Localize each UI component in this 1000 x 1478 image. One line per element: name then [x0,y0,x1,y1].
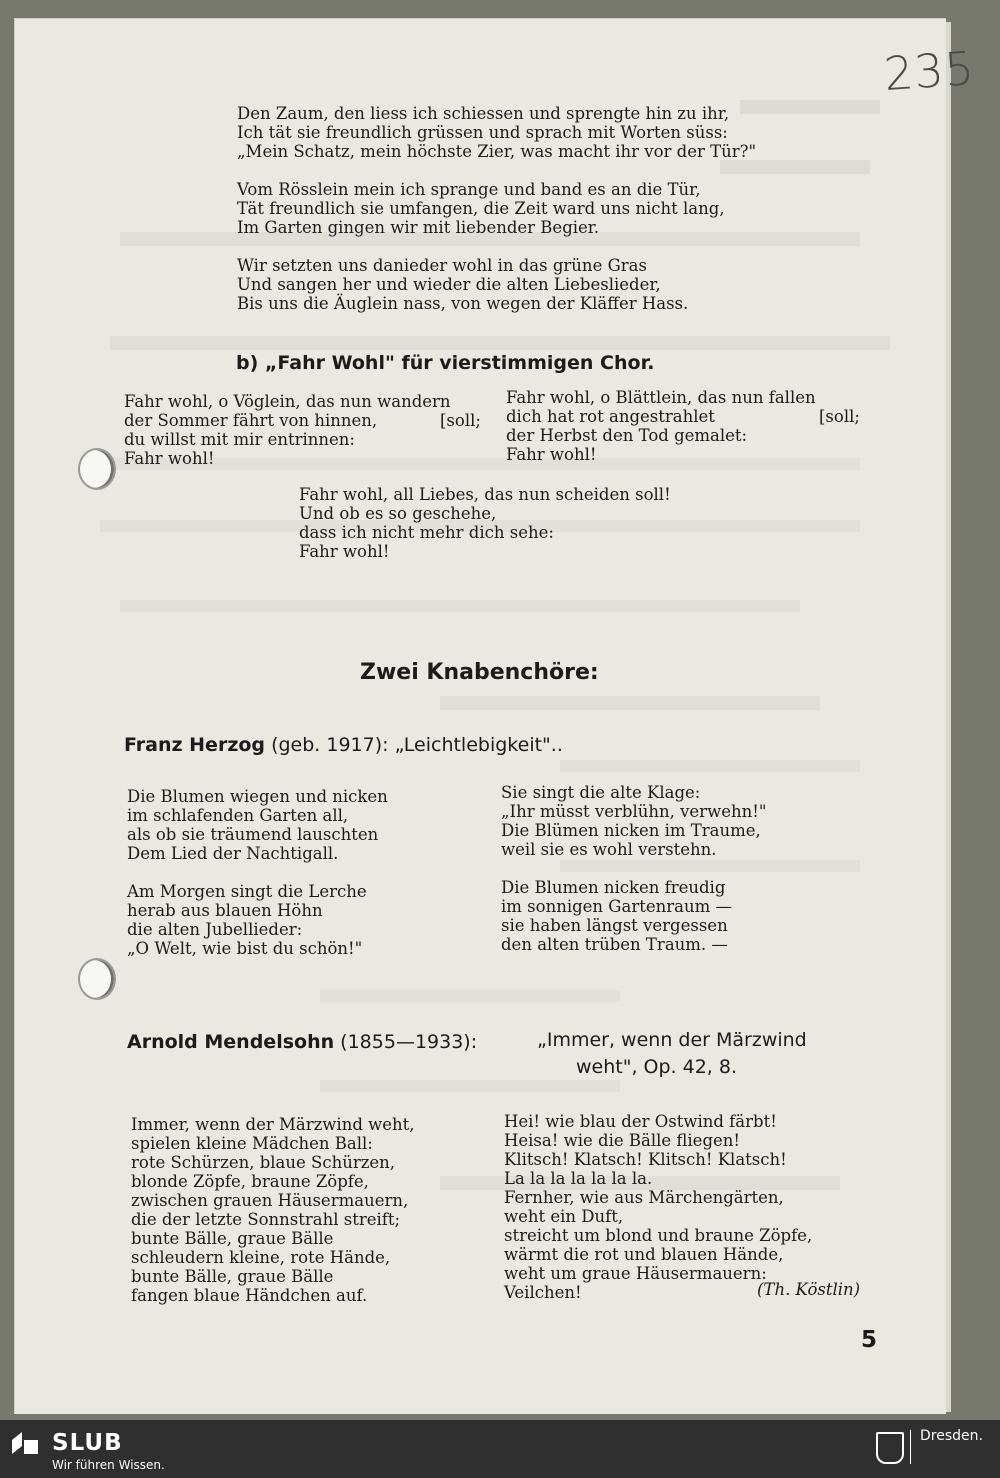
herzog-right-column [501,783,766,954]
section-heading-fahr-wohl: b) „Fahr Wohl" für vierstimmigen Chor. [236,352,655,374]
fahr-wohl-right-column [506,388,816,464]
verse-line: Den Zaum, den liess ich schiessen und sprengte hin zu ihr, [237,104,730,123]
verse-line: bunte Bälle, graue Bälle [131,1229,334,1248]
work-title: „Leichtlebigkeit".. [394,734,563,756]
verse-line: Klitsch! Klatsch! Klitsch! Klatsch! [504,1150,787,1169]
verse-line: im sonnigen Gartenraum — [501,897,732,916]
herzog-left-column [127,787,388,958]
verse-line: die der letzte Sonnstrahl streift; [131,1210,401,1229]
verse-line: sie haben längst vergessen [501,916,728,935]
verse-line: Fahr wohl, o Vöglein, das nun wandern [124,392,451,411]
verse-line: weht ein Duft, [504,1207,624,1226]
verse-line: Wir setzten uns danieder wohl in das grüne Gras [237,256,647,275]
page-number: 5 [861,1327,878,1353]
work-title-line-1: „Immer, wenn der Märzwind [537,1029,807,1051]
verse-line: den alten trüben Traum. — [501,935,728,954]
poem-author: (Th. Köstlin) [757,1280,861,1299]
composer-line-herzog [124,734,563,756]
slub-logo-icon [12,1432,38,1454]
verse-line: rote Schürzen, blaue Schürzen, [131,1153,396,1172]
verse-line: Die Blumen wiegen und nicken [127,787,388,806]
fahr-wohl-left-column [124,392,451,468]
verse-line: streicht um blond und braune Zöpfe, [504,1226,813,1245]
verse-line: als ob sie träumend lauschten [127,825,379,844]
verse-line: Ich tät sie freundlich grüssen und sprach mit Worten süss: [237,123,728,142]
verse-line: Dem Lied der Nachtigall. [127,844,339,863]
verse-line: „O Welt, wie bist du schön!" [127,939,363,958]
verse-line: wärmt die rot und blauen Hände, [504,1245,784,1264]
verse-line: Fahr wohl, o Blättlein, das nun fallen [506,388,816,407]
verse-line: Im Garten gingen wir mit liebender Begier. [237,218,600,237]
verse-line: „Ihr müsst verblühn, verwehn!" [501,802,767,821]
verse-line: La la la la la la la. [504,1169,653,1188]
verse-line: Und sangen her und wieder die alten Liebeslieder, [237,275,661,294]
verse-line: Hei! wie blau der Ostwind färbt! [504,1112,777,1131]
fahr-wohl-center [299,485,671,561]
punch-hole-bottom [78,958,116,1000]
divider [910,1430,911,1464]
verse-line: herab aus blauen Höhn [127,901,323,920]
city-crest-icon [876,1432,904,1464]
verse-line: zwischen grauen Häusermauern, [131,1191,409,1210]
composer-name: Arnold Mendelsohn [127,1031,335,1053]
verse-line: Die Blumen nicken freudig [501,878,726,897]
city-name: Dresden. [920,1428,983,1444]
verse-line: bunte Bälle, graue Bälle [131,1267,334,1286]
handwritten-page-number: 235 [882,40,977,102]
verse-line: die alten Jubellieder: [127,920,303,939]
verse-line: fangen blaue Händchen auf. [131,1286,368,1305]
verse-line: weil sie es wohl verstehn. [501,840,717,859]
verse-line: weht um graue Häusermauern: [504,1264,767,1283]
library-name: SLUB [52,1430,123,1456]
mendelsohn-right-column [504,1112,812,1302]
verse-line: Heisa! wie die Bälle fliegen! [504,1131,741,1150]
left-soll: [soll; [440,411,481,430]
verse-line: Immer, wenn der Märzwind weht, [131,1115,415,1134]
verse-line: Fahr wohl, all Liebes, das nun scheiden soll! [299,485,671,504]
composer-dates: (geb. 1917): [271,734,389,756]
verse-line: Bis uns die Äuglein nass, von wegen der Kläffer Hass. [237,294,689,313]
right-soll: [soll; [819,407,860,426]
verse-line: Fahr wohl! [506,445,597,464]
verse-line: blonde Zöpfe, braune Zöpfe, [131,1172,369,1191]
verse-line: Sie singt die alte Klage: [501,783,701,802]
main-heading: Zwei Knabenchöre: [360,660,599,685]
verse-line: spielen kleine Mädchen Ball: [131,1134,373,1153]
verse-line: Vom Rösslein mein ich sprange und band es an die Tür, [237,180,701,199]
composer-dates: (1855—1933): [340,1031,478,1053]
verse-line: dass ich nicht mehr dich sehe: [299,523,554,542]
verse-line: Die Blümen nicken im Traume, [501,821,761,840]
verse-line: Veilchen! [504,1283,582,1302]
verse-line: Fahr wohl! [299,542,390,561]
composer-name: Franz Herzog [124,734,266,756]
verse-line: der Sommer fährt von hinnen, [124,411,378,430]
composer-line-mendelsohn [127,1031,477,1053]
verse-line: Am Morgen singt die Lerche [127,882,367,901]
footer-bar [0,1420,1000,1478]
verse-line: Fahr wohl! [124,449,215,468]
verse-line: der Herbst den Tod gemalet: [506,426,748,445]
library-tagline: Wir führen Wissen. [52,1458,165,1472]
verse-line: Tät freundlich sie umfangen, die Zeit ward uns nicht lang, [237,199,725,218]
punch-hole-top [78,448,116,490]
work-title-line-2: weht", Op. 42, 8. [576,1056,738,1078]
verse-line: schleudern kleine, rote Hände, [131,1248,391,1267]
poem-stanzas [237,104,756,313]
verse-line: du willst mit mir entrinnen: [124,430,355,449]
verse-line: im schlafenden Garten all, [127,806,349,825]
verse-line: Fernher, wie aus Märchengärten, [504,1188,784,1207]
mendelsohn-left-column [131,1115,415,1305]
verse-line: „Mein Schatz, mein höchste Zier, was macht ihr vor der Tür?" [237,142,757,161]
verse-line: Und ob es so geschehe, [299,504,497,523]
verse-line: dich hat rot angestrahlet [506,407,715,426]
